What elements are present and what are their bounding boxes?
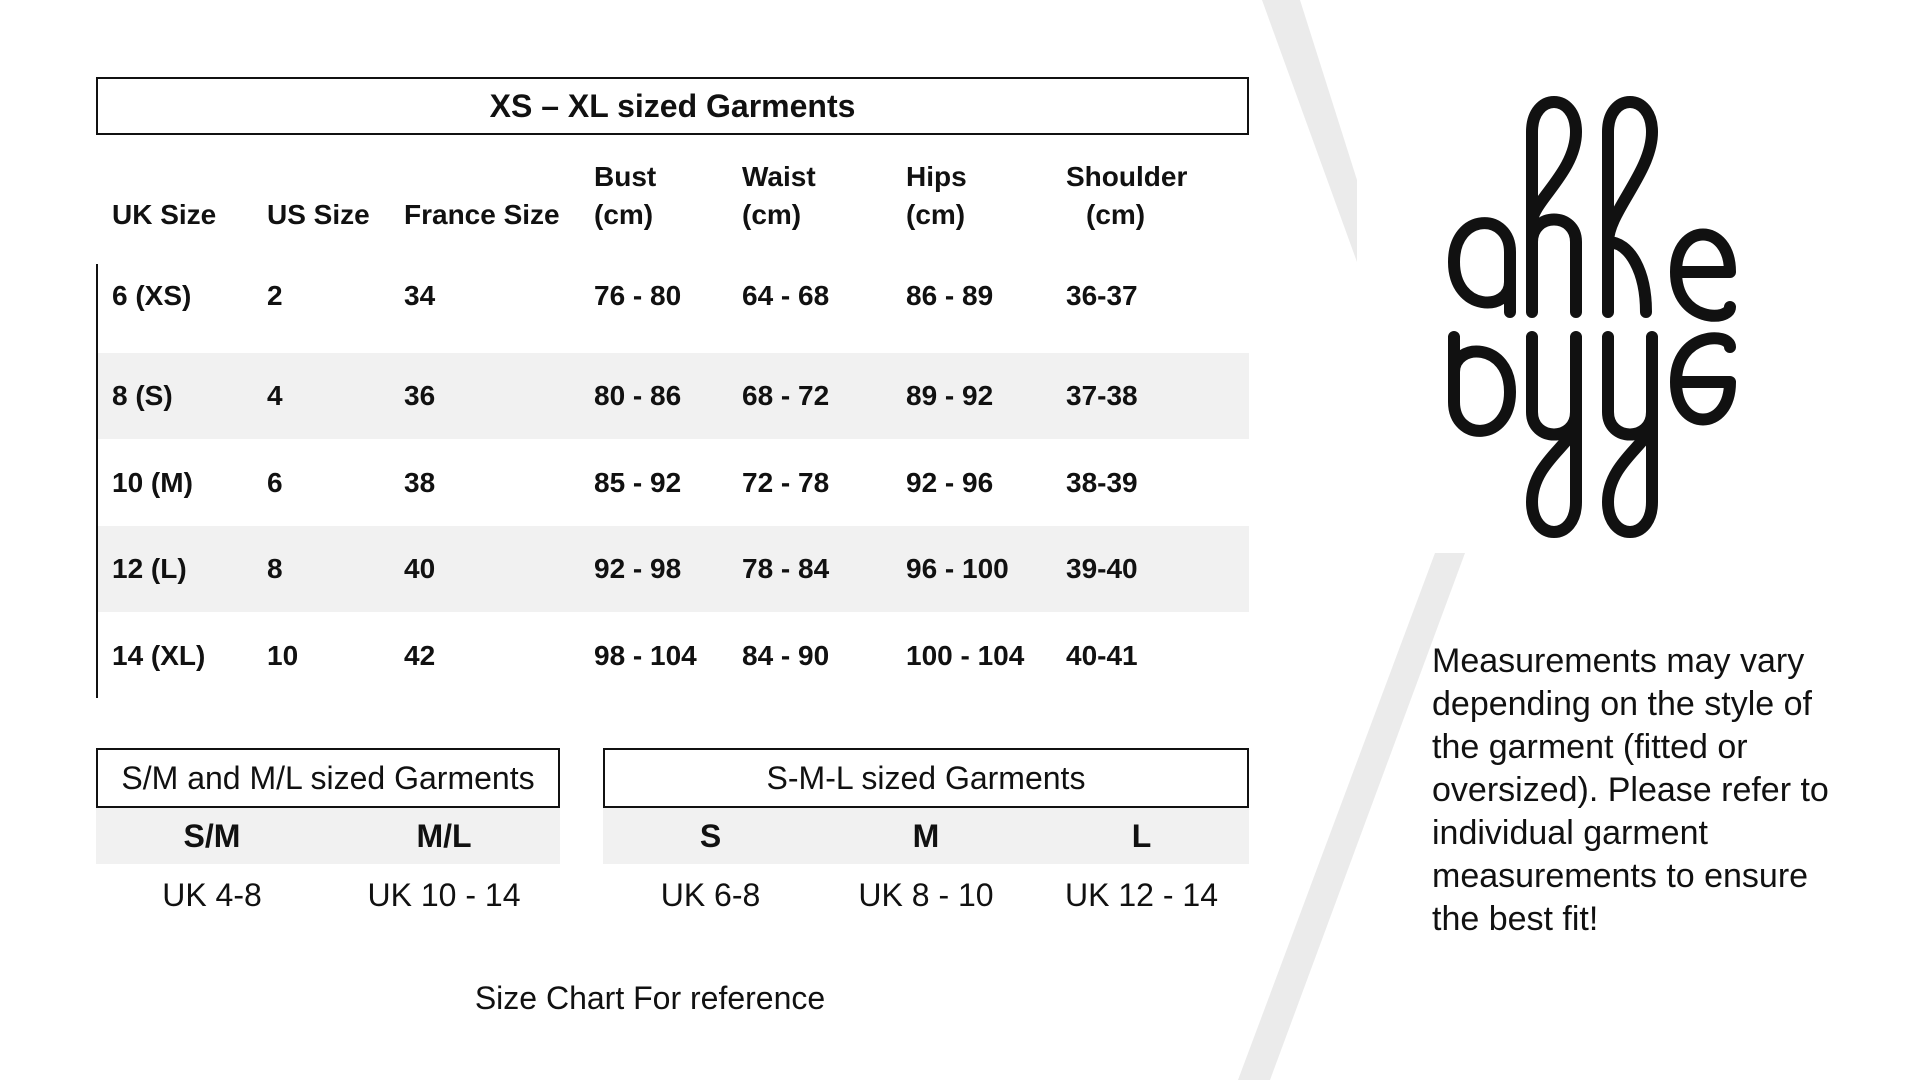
cell-shoulder: 38-39 (1066, 467, 1138, 498)
cell-us: 8 (267, 553, 283, 584)
chart-caption: Size Chart For reference (474, 980, 826, 1016)
cell-bust: 85 - 92 (594, 467, 682, 498)
header-hips (906, 158, 967, 234)
cell-uk: 12 (L) (112, 553, 187, 584)
cell-us: 4 (267, 380, 283, 411)
cell-hips: 92 - 96 (906, 467, 994, 498)
cell-hips: 86 - 89 (906, 280, 994, 311)
table-row (98, 440, 1249, 526)
cell-us: 2 (267, 280, 283, 311)
table-row (98, 613, 1249, 699)
table-row (98, 353, 1249, 439)
cell-waist: 84 - 90 (742, 640, 830, 671)
header-hips-unit: (cm) (906, 199, 966, 230)
header-shoulder-unit: (cm) (1086, 199, 1146, 230)
cell-hips: 100 - 104 (906, 640, 1025, 671)
sml-value-m: UK 8 - 10 (858, 877, 994, 913)
sm-ml-header-sm: S/M (183, 818, 241, 854)
sml-value-l: UK 12 - 14 (1065, 877, 1218, 913)
cell-waist: 72 - 78 (742, 467, 830, 498)
cell-bust: 76 - 80 (594, 280, 682, 311)
sml-value-s: UK 6-8 (660, 877, 761, 913)
cell-uk: 10 (M) (112, 467, 193, 498)
cell-us: 6 (267, 467, 283, 498)
cell-shoulder: 40-41 (1066, 640, 1138, 671)
sml-header-band (603, 808, 1249, 864)
header-hips-label: Hips (906, 161, 967, 192)
header-bust (594, 158, 656, 234)
cell-bust: 92 - 98 (594, 553, 682, 584)
cell-us: 10 (267, 640, 299, 671)
cell-fr: 40 (404, 553, 436, 584)
header-france-size: France Size (404, 199, 560, 230)
cell-uk: 6 (XS) (112, 280, 192, 311)
cell-bust: 98 - 104 (594, 640, 697, 671)
sml-table-title: S-M-L sized Garments (603, 748, 1249, 808)
header-bust-unit: (cm) (594, 199, 654, 230)
cell-fr: 38 (404, 467, 436, 498)
cell-fr: 36 (404, 380, 436, 411)
main-table-header (96, 154, 1249, 234)
sml-header-l: L (1131, 818, 1152, 854)
header-waist-label: Waist (742, 161, 816, 192)
cell-shoulder: 39-40 (1066, 553, 1138, 584)
sm-ml-table-title: S/M and M/L sized Garments (96, 748, 560, 808)
cell-hips: 89 - 92 (906, 380, 994, 411)
cell-uk: 14 (XL) (112, 640, 206, 671)
cell-waist: 64 - 68 (742, 280, 830, 311)
table-row (98, 526, 1249, 612)
sm-ml-value-ml: UK 10 - 14 (367, 877, 521, 913)
stripe-lower (1238, 553, 1465, 1080)
cell-shoulder: 36-37 (1066, 280, 1138, 311)
cell-uk: 8 (S) (112, 380, 173, 411)
header-us-size: US Size (267, 199, 370, 230)
header-waist-unit: (cm) (742, 199, 802, 230)
cell-shoulder: 37-38 (1066, 380, 1138, 411)
stripe-upper (1262, 0, 1357, 262)
cell-bust: 80 - 86 (594, 380, 682, 411)
header-shoulder-label: Shoulder (1066, 161, 1188, 192)
brand-logo-icon (1440, 82, 1740, 552)
header-uk-size: UK Size (112, 199, 217, 230)
cell-fr: 42 (404, 640, 436, 671)
table-row (98, 253, 1249, 339)
sm-ml-value-sm: UK 4-8 (162, 877, 262, 913)
measurement-note: Measurements may vary depending on the style of the garment (fitted or oversized). Please refer to individual garment measurements to ensure the best fit! (1432, 642, 1829, 938)
cell-hips: 96 - 100 (906, 553, 1009, 584)
header-shoulder (1066, 158, 1187, 234)
sml-header-s: S (699, 818, 722, 854)
sml-header-m: M (912, 818, 940, 854)
cell-waist: 68 - 72 (742, 380, 830, 411)
header-bust-label: Bust (594, 161, 657, 192)
header-waist (742, 158, 816, 234)
cell-waist: 78 - 84 (742, 553, 830, 584)
sm-ml-header-ml: M/L (416, 818, 472, 854)
main-table-title: XS – XL sized Garments (96, 77, 1249, 135)
sm-ml-header-band (96, 808, 560, 864)
cell-fr: 34 (404, 280, 436, 311)
